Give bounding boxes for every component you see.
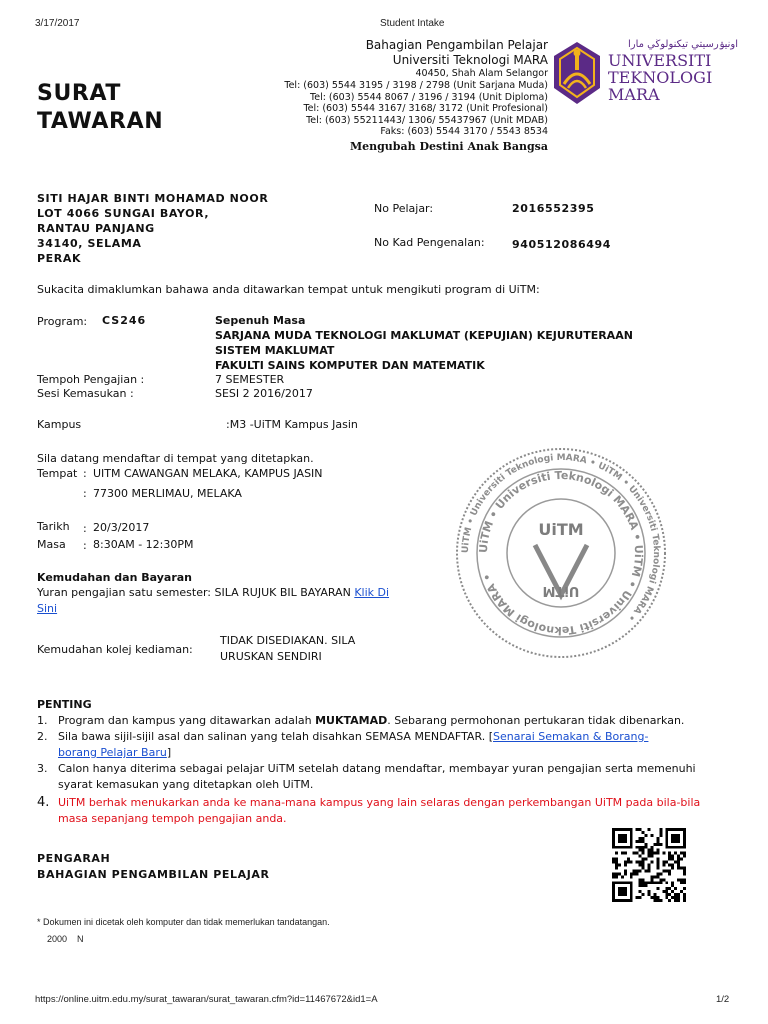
qr-module [612,861,615,864]
qr-module [680,878,683,881]
qr-module [650,849,653,852]
qr-module [677,896,680,899]
qr-module [639,881,642,884]
qr-module [612,872,615,875]
qr-module [659,872,662,875]
qr-module [627,861,630,864]
qr-module [636,872,639,875]
qr-module [656,875,659,878]
qr-module [648,893,651,896]
qr-module [618,887,627,896]
qr-module [642,878,645,881]
letter-title-line1: SURAT [37,81,121,106]
signoff-department: BAHAGIAN PENGAMBILAN PELAJAR [37,868,270,881]
qr-module [671,864,674,867]
qr-module [642,840,645,843]
qr-module [668,899,671,902]
qr-module [677,893,680,896]
qr-module [612,875,615,878]
qr-module [653,875,656,878]
program-mode: Sepenuh Masa [215,314,306,327]
qr-module [618,872,621,875]
qr-module [656,866,659,869]
recipient-line: 34140, SELAMA [37,237,142,250]
no-kp-label: No Kad Pengenalan: [374,236,485,249]
no-kp-value: 940512086494 [512,238,612,251]
qr-module [659,878,662,881]
qr-module [615,866,618,869]
qr-module [642,858,645,861]
program-label: Program: [37,315,88,328]
qr-module [636,846,639,849]
qr-module [645,869,648,872]
signoff [37,851,270,883]
qr-module [612,858,615,861]
penting-item [37,761,698,793]
penting-heading: PENTING [37,698,92,711]
qr-module [624,861,627,864]
masa-colon: : [83,539,87,552]
qr-module [668,855,671,858]
qr-module [615,852,618,855]
penting-item-bold: MUKTAMAD [315,714,388,727]
qr-module [630,872,633,875]
seal-center-text: UiTM [538,520,584,539]
tempat-colon: : [83,487,87,500]
penting-item-text: . Sebarang permohonan pertukaran tidak dibenarkan. [387,714,685,727]
penting-item-text: ] [166,746,172,759]
qr-module [624,864,627,867]
fees-yuran [37,585,397,617]
tarikh-colon: : [83,522,87,535]
yuran-text: Yuran pengajian satu semester: SILA RUJUK BIL BAYARAN [37,586,355,599]
office-motto: Mengubah Destini Anak Bangsa [349,139,548,153]
qr-module [656,852,659,855]
qr-module [624,869,627,872]
qr-module [683,852,686,855]
qr-module [683,866,686,869]
qr-module [668,864,671,867]
penting-list [37,713,727,827]
qr-module [642,846,645,849]
seal-ring-text: UiTM • Universiti Teknologi MARA • UiTM • Universiti Teknologi MARA • [460,452,662,623]
qr-module [680,866,683,869]
penting-item [37,795,723,827]
qr-module [648,866,651,869]
qr-module [677,858,680,861]
qr-module [621,875,624,878]
qr-module [642,866,645,869]
qr-module [683,899,686,902]
kampus-label: Kampus [37,418,82,431]
qr-module [665,869,668,872]
qr-module [674,893,677,896]
qr-module [656,840,659,843]
qr-module [656,887,659,890]
qr-module [650,896,653,899]
qr-module [650,861,653,864]
penting-item-number: 2. [37,730,48,743]
sesi-label: Sesi Kemasukan : [37,387,134,400]
no-pelajar-value: 2016552395 [512,202,595,215]
qr-code-icon [612,828,686,902]
qr-module [674,887,677,890]
qr-module [639,846,642,849]
office-university: Universiti Teknologi MARA [392,53,548,67]
office-address: 40450, Shah Alam Selangor [415,68,548,79]
qr-module [659,881,662,884]
qr-module [618,864,621,867]
penting-item-number: 1. [37,714,48,727]
qr-module [642,852,645,855]
qr-module [680,890,683,893]
penting-item [37,729,678,761]
qr-module [615,872,618,875]
qr-module [648,881,651,884]
program-code: CS246 [102,314,147,327]
svg-text:UiTM • Universiti Teknologi MA [477,469,645,637]
qr-module [633,852,636,855]
qr-module [671,884,674,887]
intro-text: Sukacita dimaklumkan bahawa anda ditawarkan tempat untuk mengikuti program di UiTM: [37,283,540,296]
qr-module [648,869,651,872]
program-details [215,313,633,373]
qr-module [633,869,636,872]
qr-module [639,849,642,852]
qr-module [633,872,636,875]
tempoh-label: Tempoh Pengajian : [37,373,145,386]
qr-module [636,896,639,899]
qr-module [683,872,686,875]
qr-module [650,881,653,884]
qr-module [656,849,659,852]
qr-module [650,855,653,858]
qr-module [656,881,659,884]
footnote: * Dokumen ini dicetak oleh komputer dan tidak memerlukan tandatangan. [37,917,330,927]
klik-di-sini-link[interactable]: Klik Di Sini [37,586,390,615]
qr-module [662,864,665,867]
qr-module [680,881,683,884]
qr-module [677,864,680,867]
qr-module [671,855,674,858]
masa-value: 8:30AM - 12:30PM [93,538,194,551]
qr-module [648,849,651,852]
tel-line: Tel: (603) 55211443/ 1306/ 55437967 (Unit MDAB) [306,114,548,126]
qr-module [642,837,645,840]
tempat-line2: 77300 MERLIMAU, MELAKA [93,487,242,500]
qr-module [639,840,642,843]
qr-module [648,852,651,855]
qr-module [653,852,656,855]
qr-module [677,855,680,858]
qr-module [636,828,639,831]
qr-module [656,896,659,899]
code-line: 2000 N [47,934,84,944]
qr-module [668,869,671,872]
tel-line: Tel: (603) 5544 3167/ 3168/ 3172 (Unit Profesional) [303,103,548,114]
qr-module [683,887,686,890]
print-page-number: 1/2 [716,994,730,1005]
qr-module [648,855,651,858]
tempat-colon: : [83,467,87,480]
penting-item-number: 3. [37,762,48,775]
qr-module [642,831,645,834]
qr-module [665,881,668,884]
qr-module [636,852,639,855]
qr-module [662,878,665,881]
qr-module [621,852,624,855]
tel-line: Tel: (603) 5544 8067 / 3196 / 3194 (Unit Diploma) [310,91,548,103]
qr-module [624,852,627,855]
qr-module [624,872,627,875]
kolej-label: Kemudahan kolej kediaman: [37,643,193,656]
qr-module [677,899,680,902]
masa-label: Masa [37,538,66,551]
recipient-line: PERAK [37,252,82,265]
office-header [250,38,548,155]
office-tel [250,80,548,138]
uitm-wordmark [608,38,738,103]
penting-item-text: Sila bawa sijil-sijil asal dan salinan yang telah disahkan SEMASA MENDAFTAR. [ [58,730,493,743]
qr-module [639,896,642,899]
kolej-line1: TIDAK DISEDIAKAN. SILA [220,634,356,647]
qr-module [659,834,662,837]
qr-module [615,864,618,867]
qr-module [683,896,686,899]
qr-module [683,878,686,881]
kampus-value: :M3 -UiTM Kampus Jasin [226,418,358,431]
qr-module [665,861,668,864]
qr-module [668,872,671,875]
qr-module [642,849,645,852]
program-name-cont: SISTEM MAKLUMAT [215,344,335,357]
tel-line: Faks: (603) 5544 3170 / 5543 8534 [380,126,548,137]
qr-module [642,864,645,867]
seal-ring-text: UiTM • Universiti Teknologi MARA • UiTM • Universiti Teknologi MARA • [476,468,646,638]
qr-module [639,828,642,831]
qr-module [656,861,659,864]
qr-module [639,878,642,881]
tempoh-value: 7 SEMESTER [215,373,285,386]
qr-module [656,843,659,846]
penting-item-number: 4. [37,795,50,810]
qr-module [642,893,645,896]
qr-module [653,843,656,846]
logo-jawi: اونيۏرسيتي تيكنولوڬي مارا [627,39,738,50]
qr-module [618,834,627,843]
uitm-crest-icon [552,40,602,106]
qr-module [645,858,648,861]
logo-line1: UNIVERSITI [608,51,712,70]
qr-module [639,869,642,872]
qr-module [630,861,633,864]
qr-module [650,878,653,881]
recipient-address [37,191,268,266]
qr-module [639,855,642,858]
qr-module [636,869,639,872]
qr-module [645,884,648,887]
program-name: SARJANA MUDA TEKNOLOGI MAKLUMAT (KEPUJIAN) KEJURUTERAAN [215,329,633,342]
qr-module [662,861,665,864]
qr-module [639,864,642,867]
qr-module [656,837,659,840]
seal-center-text: UiTM [542,583,580,598]
qr-module [645,843,648,846]
qr-module [668,893,671,896]
qr-module [665,896,668,899]
qr-module [662,852,665,855]
qr-module [639,837,642,840]
qr-module [648,890,651,893]
qr-module [677,861,680,864]
qr-module [650,875,653,878]
qr-module [636,861,639,864]
qr-module [639,890,642,893]
qr-module [642,881,645,884]
qr-module [615,875,618,878]
qr-module [656,872,659,875]
qr-module [665,890,668,893]
registration-intro: Sila datang mendaftar di tempat yang ditetapkan. [37,452,314,465]
print-title: Student Intake [380,18,445,29]
logo-line2: TEKNOLOGI [608,68,713,87]
qr-module [671,896,674,899]
qr-module [636,840,639,843]
letter-title [37,80,163,136]
sesi-value: SESI 2 2016/2017 [215,387,313,400]
tarikh-value: 20/3/2017 [93,521,150,534]
qr-module [648,864,651,867]
qr-module [683,869,686,872]
recipient-name: SITI HAJAR BINTI MOHAMAD NOOR [37,192,269,205]
program-faculty: FAKULTI SAINS KOMPUTER DAN MATEMATIK [215,359,485,372]
qr-module [642,884,645,887]
qr-module [639,861,642,864]
qr-module [668,858,671,861]
qr-module [645,834,648,837]
qr-module [674,896,677,899]
qr-module [683,855,686,858]
tempat-label: Tempat [37,467,78,480]
qr-module [656,858,659,861]
qr-module [671,858,674,861]
tarikh-label: Tarikh [37,520,70,533]
no-pelajar-label: No Pelajar: [374,202,434,215]
qr-module [650,846,653,849]
tel-line: Tel: (603) 5544 3195 / 3198 / 2798 (Unit Sarjana Muda) [284,80,548,91]
signoff-title: PENGARAH [37,852,111,865]
qr-module [665,893,668,896]
penting-item-warning: UiTM berhak menukarkan anda ke mana-mana kampus yang lain selaras dengan perkembangan UiTM pada bila-bila masa sepanjang tempoh pengajian anda. [58,796,701,825]
qr-module [683,893,686,896]
qr-module [665,887,668,890]
letter-title-line2: TAWARAN [37,109,164,134]
senarai-semakan-link[interactable]: Senarai Semakan & Borang-borang Pelajar Baru [58,730,649,759]
qr-module [642,861,645,864]
qr-module [671,881,674,884]
office-name: Bahagian Pengambilan Pelajar [365,38,548,52]
qr-module [630,875,633,878]
recipient-line: LOT 4066 SUNGAI BAYOR, [37,207,210,220]
qr-module [659,899,662,902]
qr-module [645,846,648,849]
qr-module [650,852,653,855]
penting-item-text: Program dan kampus yang ditawarkan adalah [58,714,316,727]
qr-module [648,828,651,831]
logo-line3: MARA [608,85,660,104]
qr-module [671,890,674,893]
qr-module [677,878,680,881]
qr-module [656,899,659,902]
qr-module [650,834,653,837]
print-url: https://online.uitm.edu.my/surat_tawaran/surat_tawaran.cfm?id=11467672&id1=A [35,994,378,1005]
fees-heading: Kemudahan dan Bayaran [37,571,192,584]
tempat-line1: UITM CAWANGAN MELAKA, KAMPUS JASIN [93,467,323,480]
qr-module [674,852,677,855]
qr-module [653,896,656,899]
qr-module [671,834,680,843]
qr-module [659,843,662,846]
qr-module [645,881,648,884]
qr-module [653,899,656,902]
qr-module [659,828,662,831]
penting-item-text: Calon hanya diterima sebagai pelajar UiTM setelah datang mendaftar, membayar yuran pengajian serta memenuhi syarat kemasukan yang ditetapkan oleh UiTM. [58,762,696,791]
qr-module [653,881,656,884]
qr-module [677,866,680,869]
qr-module [659,831,662,834]
uitm-seal-icon [453,445,669,661]
qr-module [662,869,665,872]
recipient-line: RANTAU PANJANG [37,222,155,235]
qr-module [662,890,665,893]
qr-module [615,861,618,864]
qr-module [639,884,642,887]
qr-module [674,899,677,902]
qr-module [680,852,683,855]
kolej-line2: URUSKAN SENDIRI [220,650,322,663]
qr-module [674,861,677,864]
print-date: 3/17/2017 [35,18,80,29]
kolej-value [220,633,355,665]
qr-module [668,887,671,890]
qr-module [680,858,683,861]
qr-module [627,858,630,861]
qr-module [671,866,674,869]
qr-module [683,881,686,884]
qr-module [668,852,671,855]
qr-module [653,893,656,896]
penting-item [37,713,727,729]
qr-module [656,864,659,867]
qr-module [615,858,618,861]
